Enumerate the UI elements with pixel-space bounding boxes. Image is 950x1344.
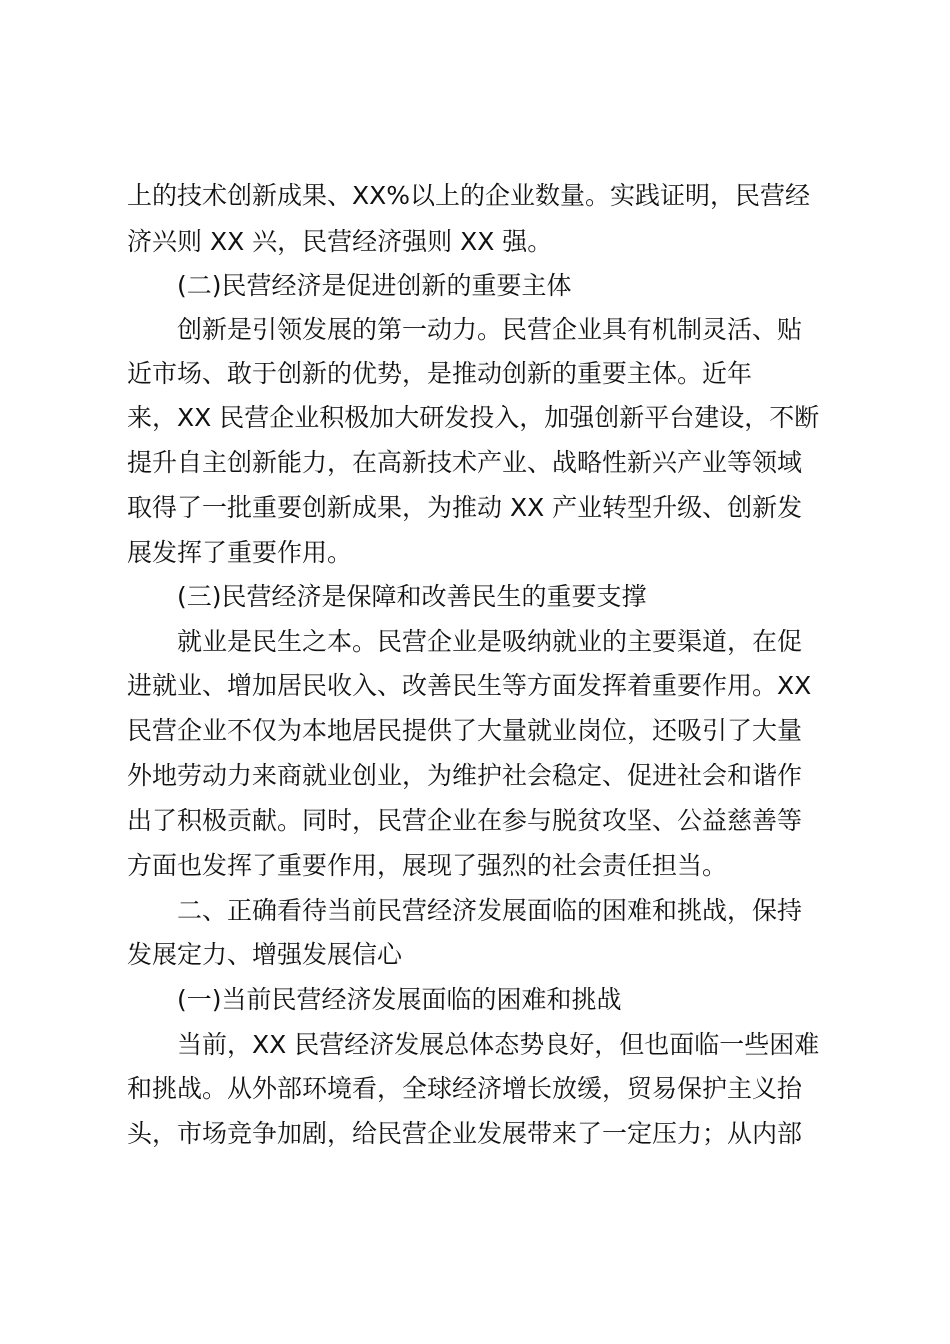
body-text-line: 民营企业不仅为本地居民提供了大量就业岗位，还吸引了大量 [127, 716, 803, 745]
body-text-line: 出了积极贡献。同时，民营企业在参与脱贫攻坚、公益慈善等 [127, 806, 803, 835]
body-text-line: 展发挥了重要作用。 [127, 538, 353, 567]
body-text-line: 近市场、敢于创新的优势，是推动创新的重要主体。近年 [127, 359, 753, 388]
section-heading: (二)民营经济是促进创新的重要主体 [177, 271, 572, 300]
body-text-line: 和挑战。从外部环境看，全球经济增长放缓，贸易保护主义抬 [127, 1074, 803, 1103]
body-text-line: 头，市场竞争加剧，给民营企业发展带来了一定压力；从内部 [127, 1119, 803, 1148]
section-heading: (三)民营经济是保障和改善民生的重要支撑 [177, 582, 647, 611]
body-text-line: 取得了一批重要创新成果，为推动 XX 产业转型升级、创新发 [127, 493, 803, 522]
chapter-heading: 二、正确看待当前民营经济发展面临的困难和挑战，保持 [177, 896, 803, 925]
body-text-line: 当前，XX 民营经济发展总体态势良好，但也面临一些困难 [177, 1030, 820, 1059]
body-text-line: 方面也发挥了重要作用，展现了强烈的社会责任担当。 [127, 851, 728, 880]
section-heading: (一)当前民营经济发展面临的困难和挑战 [177, 985, 622, 1014]
body-text-line: 提升自主创新能力，在高新技术产业、战略性新兴产业等领域 [127, 448, 803, 477]
body-text-line: 上的技术创新成果、XX%以上的企业数量。实践证明，民营经 [127, 181, 811, 210]
body-text-line: 济兴则 XX 兴，民营经济强则 XX 强。 [127, 227, 553, 256]
body-text-line: 创新是引领发展的第一动力。民营企业具有机制灵活、贴 [177, 315, 803, 344]
body-text-line: 外地劳动力来商就业创业，为维护社会稳定、促进社会和谐作 [127, 761, 803, 790]
chapter-heading: 发展定力、增强发展信心 [127, 940, 403, 969]
body-text-line: 来，XX 民营企业积极加大研发投入，加强创新平台建设，不断 [127, 403, 820, 432]
body-text-line: 就业是民生之本。民营企业是吸纳就业的主要渠道，在促 [177, 627, 803, 656]
body-text-line: 进就业、增加居民收入、改善民生等方面发挥着重要作用。XX [127, 671, 812, 700]
